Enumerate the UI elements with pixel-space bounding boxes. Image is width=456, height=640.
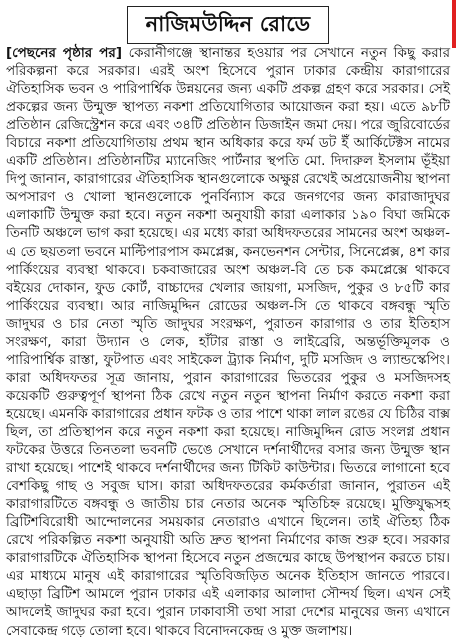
headline-container xyxy=(0,6,456,44)
article-paragraph: কেরানীগঞ্জে স্থানান্তর হওয়ার পর সেখানে নতুন কিছু করার পরিকল্পনা করে সরকার। এরই অংশ হিসেবে পুরান ঢাকার কেন্দ্রীয় কারাগারের ঐতিহাসিক ভবন ও পারিপার্শ্বিক উন্নয়নের জন্য একটি প্রকল্প গ্রহণ করে সরকার। সেই প্রকল্পের জন্য উন্মুক্ত স্থাপত্য নকশা প্রতিযোগিতার আয়োজন করা হয়। এতে ৯৮টি প্রতিষ্ঠান রেজিস্ট্রেশন করে এবং ৩৪টি প্রতিষ্ঠান ডিজাইন জমা দেয়। পরে জুরিবোর্ডের বিচারে নকশা প্রতিযোগিতায় প্রথম স্থান অধিকার করে ফর্ম ডট ইঁ আর্কিটেক্টস নামের একটি প্রতিষ্ঠান। প্রতিষ্ঠানটির ম্যানেজিং পার্টনার স্থপতি মো. দিদারুল ইসলাম ভূঁইয়া দিপু জানান, কারাগারের ঐতিহাসিক স্থানগুলোকে অক্ষুণ্ণ রেখেই অপ্রয়োজনীয় স্থাপনা অপসারণ ও খোলা স্থানগুলোকে পুনর্বিন্যাস করে জনগণের জন্য কারাজাদুঘর এলাকাটি উন্মুক্ত করা হবে। নতুন নকশা অনুযায়ী কারা এলাকার ১৯০ বিঘা জমিকে তিনটি অঞ্চলে ভাগ করা হয়েছে। এর মধ্যে কারা অধিদফতরের সামনের অংশ অঞ্চল-এ তে ছয়তলা ভবনে মাল্টিপারপাস কমপ্লেক্স, কনভেনশন সেন্টার, সিনেপ্লেক্স, ৪শ কার পার্কিংয়ের ব্যবস্থা থাকবে। চকবাজারের অংশ অঞ্চল-বি তে চক কমপ্লেক্সে থাকবে বইয়ের দোকান, ফুড কোর্ট, বাচ্চাদের খেলার জায়গা, মসজিদ, পুকুর ও ৮৫টি কার পার্কিংয়ের ব্যবস্থা। আর নাজিমুদ্দিন রোডের অঞ্চল-সি তে থাকবে বঙ্গবন্ধু স্মৃতি জাদুঘর ও চার নেতা স্মৃতি জাদুঘর সংরক্ষণ, পুরাতন কারাগার ও তার ইতিহাস সংরক্ষণ, কারা উদ্যান ও লেক, হাঁটার রাস্তা ও লাইব্রেরি, অন্তর্ভূক্তিমূলক ও পারিপার্শ্বিক রাস্তা, ফুটপাত এবং সাইকেল ট্র্যাক নির্মাণ, দুটি মসজিদ ও ল্যান্ডস্কেপিং। কারা অধিদফতর সূত্র জানায়, পুরান কারাগারের ভিতরের পুকুর ও মসজিদসহ কয়েকটি গুরুত্বপূর্ণ স্থাপনা ঠিক রেখে নতুন নতুন স্থাপনা নির্মাণ করতে নকশা করা হয়েছে। এমনকি কারাগারের প্রধান ফটক ও তার পাশে থাকা লাল রঙের যে চিঠির বাক্স ছিল, তা প্রতিস্থাপন করে নতুন নকশা করা হয়েছে। নাজিমুদ্দিন রোড সংলগ্ন প্রধান ফটকের উত্তরে তিনতলা ভবনটি ভেঙে সেখানে দর্শনার্থীদের বসার জন্য উন্মুক্ত স্থান রাখা হয়েছে। পাশেই থাকবে দর্শনার্থীদের জন্য টিকিট কাউন্টার। ভিতরে লাগানো হবে বেশকিছু গাছ ও সবুজ ঘাস। কারা অধিদফতরের কর্মকর্তারা জানান, পুরাতন এই কারাগারটিতে বঙ্গবন্ধু ও জাতীয় চার নেতার অনেক স্মৃতিচিহ্ন রয়েছে। মুক্তিযুদ্ধসহ ব্রিটিশবিরোধী আন্দোলনের সময়কার নেতারাও এখানে ছিলেন। তাই ঐতিহ্য ঠিক রেখে পরিকল্পিত নকশা অনুযায়ী অতি দ্রুত স্থাপনা নির্মাণের কাজ শুরু হবে। সরকার কারাগারটিকে ঐতিহাসিক স্থাপনা হিসেবে নতুন প্রজন্মের কাছে উপস্থাপন করতে চায়। এর মাধ্যমে মানুষ এই কারাগারের স্মৃতিবিজড়িত অনেক ইতিহাস জানতে পারবে। এছাড়া ব্রিটিশ আমলে পুরান ঢাকার এই এলাকার আলাদা সৌন্দর্য ছিল। এখন সেই আদলেই জাদুঘর করা হবে। পুরান ঢাকাবাসী তথা সারা দেশের মানুষের জন্য এখানে সেবাকেন্দ্র গড়ে তোলা হবে। থাকবে বিনোদনকেন্দ্র ও মুক্ত জলাশয়। xyxy=(6,45,451,639)
headline: নাজিমউদ্দিন রোডে xyxy=(127,6,330,44)
continuation-lead: [পেছনের পৃষ্ঠার পর] xyxy=(6,45,123,61)
article-body xyxy=(6,44,450,640)
